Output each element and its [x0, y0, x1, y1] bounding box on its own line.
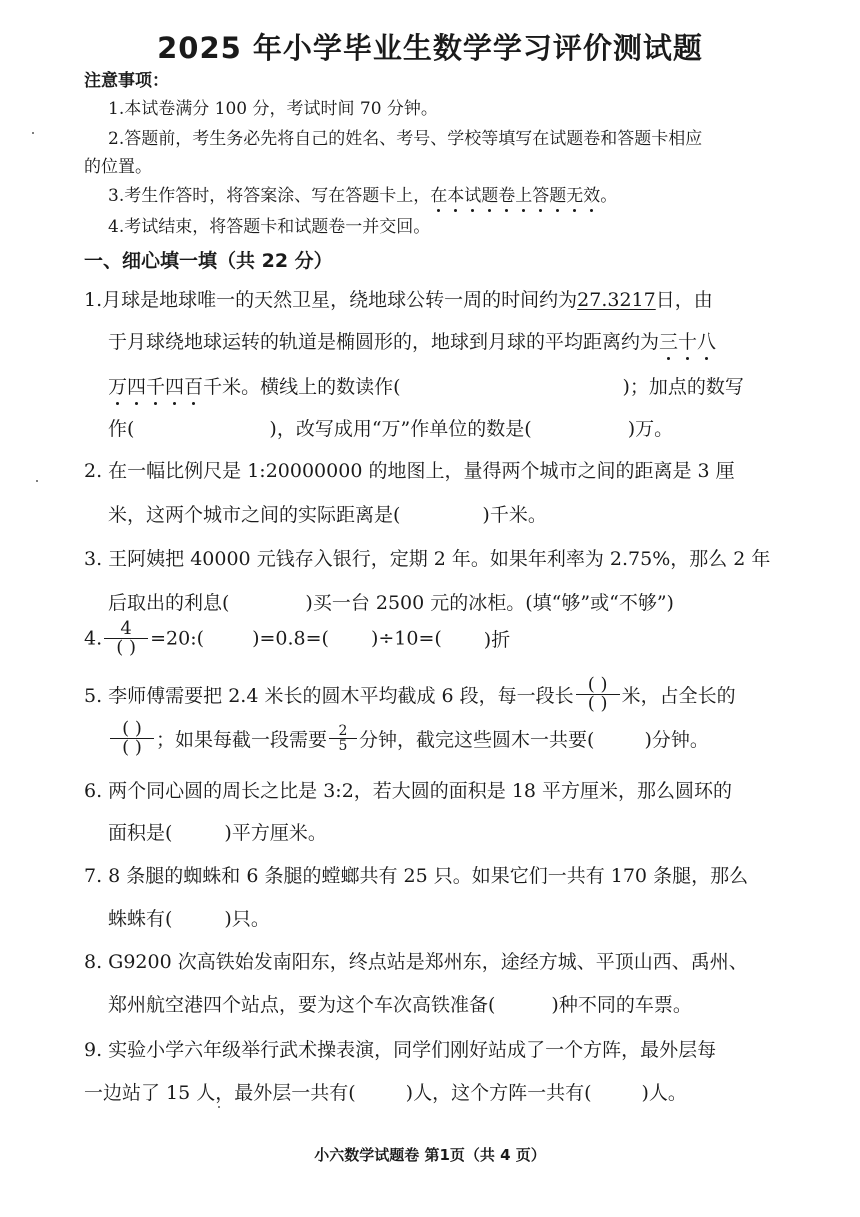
q1-dotted-number-b	[108, 376, 203, 398]
notes-heading: 注意事项：	[84, 71, 169, 91]
q5-text-e: )分钟。	[644, 729, 709, 751]
q5-line-1	[84, 676, 736, 713]
q9-text-a: 一边站了 15 人，最外层一共有(	[84, 1082, 356, 1104]
q1-line-2	[108, 327, 716, 354]
q1-text-a: 1.月球是地球唯一的天然卫星，绕地球公转一周的时间约为	[84, 289, 578, 311]
scan-speck	[218, 1106, 220, 1108]
dotted-digit-char: 四	[165, 372, 184, 399]
q8-text-b: )种不同的车票。	[551, 994, 692, 1016]
q8-line-1: 8. G9200 次高铁始发南阳东，终点站是郑州东，途经方城、平顶山西、禹州、	[84, 951, 748, 973]
q4-fraction-numerator: 4	[104, 620, 148, 639]
q1-dotted-number-a	[659, 331, 716, 353]
dotted-digit-char: 八	[697, 327, 716, 354]
q8-text-a: 郑州航空港四个站点，要为这个车次高铁准备(	[108, 994, 496, 1016]
note-2: 2.答题前，考生务必先将自己的姓名、考号、学校等填写在试题卷和答题卡相应	[108, 129, 703, 149]
section-1-heading: 一、细心填一填（共 22 分）	[84, 250, 333, 272]
q1-underlined-number: 27.3217	[577, 289, 656, 311]
q5-line-2	[108, 720, 709, 757]
q1-text-e: )；加点的数写	[622, 376, 744, 398]
q5-fraction-2-denominator[interactable]: ( )	[122, 737, 142, 758]
q7-line-1: 7. 8 条腿的蜘蛛和 6 条腿的螳螂共有 25 只。如果它们一共有 170 条腿，那么	[84, 865, 749, 887]
emphasis-char: 无	[566, 181, 583, 206]
q7-text-a: 蛛蛛有(	[108, 908, 173, 930]
q2-line-2	[108, 500, 547, 527]
q9-line-2	[84, 1078, 687, 1105]
q7-line-2	[108, 904, 270, 931]
q6-text-b: )平方厘米。	[224, 822, 327, 844]
dotted-digit-char: 千	[146, 372, 165, 399]
dotted-digit-char: 四	[127, 372, 146, 399]
scan-speck	[36, 480, 38, 482]
q1-text-f: 作(	[108, 418, 135, 440]
q9-text-b: )人，这个方阵一共有(	[405, 1082, 592, 1104]
q5-fraction-2-numerator[interactable]: ( )	[110, 720, 154, 739]
emphasis-char: 卷	[498, 181, 515, 206]
q4-text-a: =20:(	[150, 627, 205, 650]
q5-text-d: 分钟，截完这些圆木一共要(	[359, 729, 595, 751]
q6-text-a: 面积是(	[108, 822, 173, 844]
q2-line-1: 2. 在一幅比例尺是 1:20000000 的地图上，量得两个城市之间的距离是 3 厘	[84, 460, 735, 482]
q6-line-2	[108, 818, 327, 845]
q1-line-4	[108, 414, 673, 441]
q1-text-b: 日，由	[655, 289, 713, 311]
scan-speck	[32, 132, 34, 134]
note-3-text: 3.考生作答时，将答案涂、写在答题卡上，	[108, 186, 431, 206]
q7-text-b: )只。	[224, 908, 270, 930]
q5-fraction-1-denominator[interactable]: ( )	[587, 693, 608, 714]
q3-text-a: 后取出的利息(	[108, 592, 230, 614]
q4-number: 4.	[84, 627, 103, 650]
emphasis-char: 效	[583, 181, 600, 206]
q9-text-c: )人。	[641, 1082, 687, 1104]
q1-text-d: 千米。横线上的数读作(	[203, 376, 401, 398]
q5-text-b: 米，占全长的	[621, 685, 736, 707]
q3-text-b: )买一台 2500 元的冰柜。(填“够”或“不够”)	[305, 592, 674, 614]
dotted-digit-char: 万	[108, 372, 127, 399]
q5-fraction-1[interactable]	[576, 676, 620, 713]
q4-text-b: )=0.8=(	[252, 627, 329, 650]
note-2-cont: 的位置。	[84, 157, 152, 177]
q8-line-2	[108, 990, 692, 1017]
q5-text-a: 5. 李师傅需要把 2.4 米长的圆木平均截成 6 段，每一段长	[84, 685, 574, 707]
q3-line-2	[108, 588, 674, 615]
dotted-digit-char: 百	[184, 372, 203, 399]
q1-line-1	[84, 285, 713, 312]
page-footer: 小六数学试题卷 第1页（共 4 页）	[314, 1146, 546, 1164]
q2-text-b: )千米。	[482, 504, 547, 526]
note-3	[108, 181, 617, 206]
emphasis-char: 试	[464, 181, 481, 206]
q5-fraction-3	[329, 724, 357, 753]
q5-text-c: ；如果每截一段需要	[156, 729, 328, 751]
q5-fraction-3-numerator: 2	[329, 724, 357, 739]
q1-text-h: )万。	[627, 418, 674, 440]
q4-text-c: )÷10=(	[370, 627, 442, 650]
q5-fraction-1-numerator[interactable]: ( )	[576, 676, 620, 695]
q4-text-d: )折	[483, 629, 511, 651]
q5-fraction-3-denominator: 5	[338, 738, 348, 754]
emphasis-char: 本	[447, 181, 464, 206]
emphasis-char: 在	[430, 181, 447, 206]
q4-fraction-denominator[interactable]: ( )	[116, 637, 137, 658]
q4-line	[84, 620, 510, 657]
q2-text-a: 米，这两个城市之间的实际距离是(	[108, 504, 401, 526]
q9-line-1: 9. 实验小学六年级举行武术操表演，同学们刚好站成了一个方阵，最外层每	[84, 1039, 717, 1061]
note-1: 1.本试卷满分 100 分，考试时间 70 分钟。	[108, 99, 438, 119]
exam-title: 2025 年小学毕业生数学学习评价测试题	[157, 31, 703, 65]
note-3-emphasis	[430, 186, 600, 206]
emphasis-char: 题	[549, 181, 566, 206]
q4-fraction	[104, 620, 148, 657]
q6-line-1: 6. 两个同心圆的周长之比是 3:2，若大圆的面积是 18 平方厘米，那么圆环的	[84, 780, 733, 802]
dotted-digit-char: 十	[678, 327, 697, 354]
emphasis-char: 上	[515, 181, 532, 206]
note-4: 4.考试结束，将答题卡和试题卷一并交回。	[108, 217, 431, 237]
q5-fraction-2[interactable]	[110, 720, 154, 757]
q1-line-3	[108, 372, 744, 399]
q1-text-c: 于月球绕地球运转的轨道是椭圆形的，地球到月球的平均距离约为	[108, 331, 660, 353]
note-3-end: 。	[600, 186, 618, 206]
q3-line-1: 3. 王阿姨把 40000 元钱存入银行，定期 2 年。如果年利率为 2.75%，那么 2 年	[84, 548, 771, 570]
emphasis-char: 题	[481, 181, 498, 206]
q1-text-g: )，改写成用“万”作单位的数是(	[269, 418, 532, 440]
emphasis-char: 答	[532, 181, 549, 206]
dotted-digit-char: 三	[659, 327, 678, 354]
